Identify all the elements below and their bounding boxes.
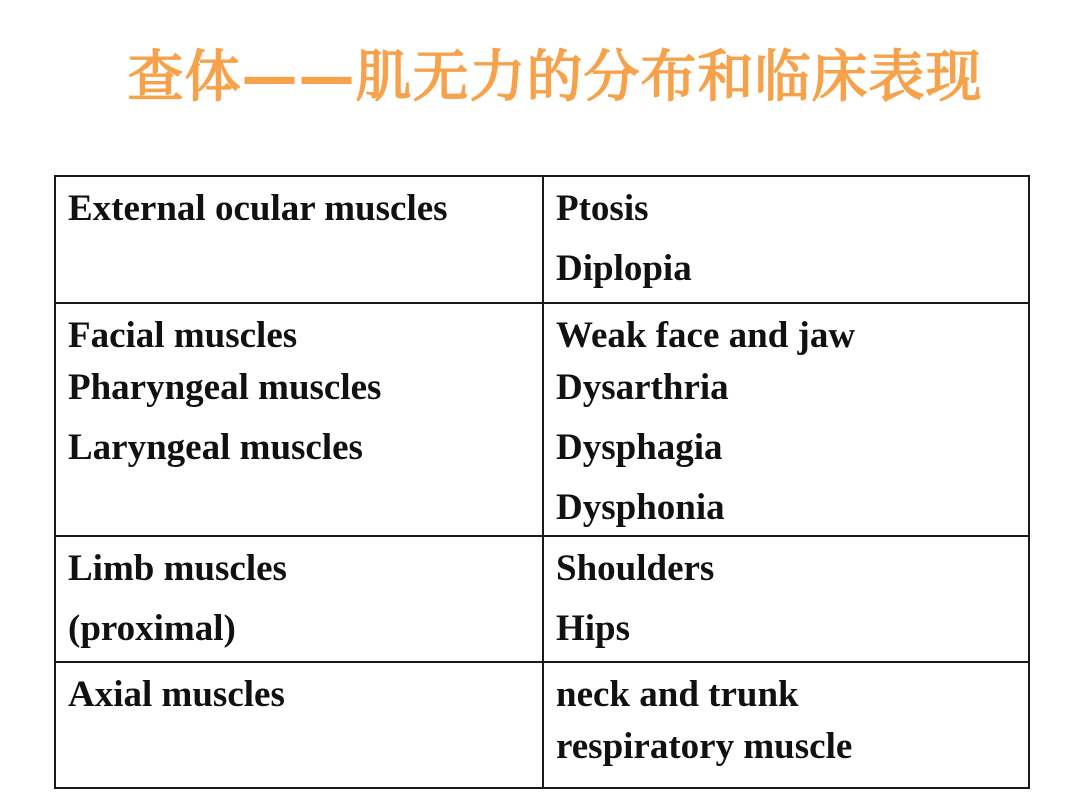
- manifestation-text: Shoulders: [556, 548, 715, 589]
- manifestation-cell: [543, 662, 1029, 788]
- manifestation-text: respiratory muscle: [556, 726, 853, 767]
- manifestation-cell: [543, 176, 1029, 303]
- manifestation-cell: [543, 303, 1029, 536]
- manifestation-text: Dysphonia: [556, 487, 725, 528]
- muscle-group-text: Limb muscles: [68, 548, 287, 589]
- manifestation-text: Dysphagia: [556, 427, 723, 468]
- table-row: [55, 303, 1029, 536]
- muscle-group-cell: [55, 536, 543, 662]
- muscle-group-text: Axial muscles: [68, 674, 285, 715]
- muscle-group-text: Facial muscles: [68, 315, 298, 356]
- table-row: [55, 662, 1029, 788]
- table-row: [55, 536, 1029, 662]
- table-row: [55, 176, 1029, 303]
- manifestation-text: neck and trunk: [556, 674, 799, 715]
- manifestation-text: Dysarthria: [556, 367, 729, 408]
- muscle-group-cell: [55, 662, 543, 788]
- muscle-group-text: External ocular muscles: [68, 188, 448, 229]
- muscle-group-text: Laryngeal muscles: [68, 427, 363, 468]
- muscle-group-text: (proximal): [68, 608, 236, 649]
- muscle-group-text: Pharyngeal muscles: [68, 367, 382, 408]
- muscle-group-cell: [55, 176, 543, 303]
- muscle-weakness-table: [54, 175, 1030, 789]
- manifestation-text: Weak face and jaw: [556, 315, 856, 356]
- slide-title: 查体——肌无力的分布和临床表现: [127, 45, 983, 110]
- manifestation-text: Diplopia: [556, 248, 692, 289]
- manifestation-cell: [543, 536, 1029, 662]
- manifestation-text: Ptosis: [556, 188, 649, 229]
- muscle-group-cell: [55, 303, 543, 536]
- manifestation-text: Hips: [556, 608, 631, 649]
